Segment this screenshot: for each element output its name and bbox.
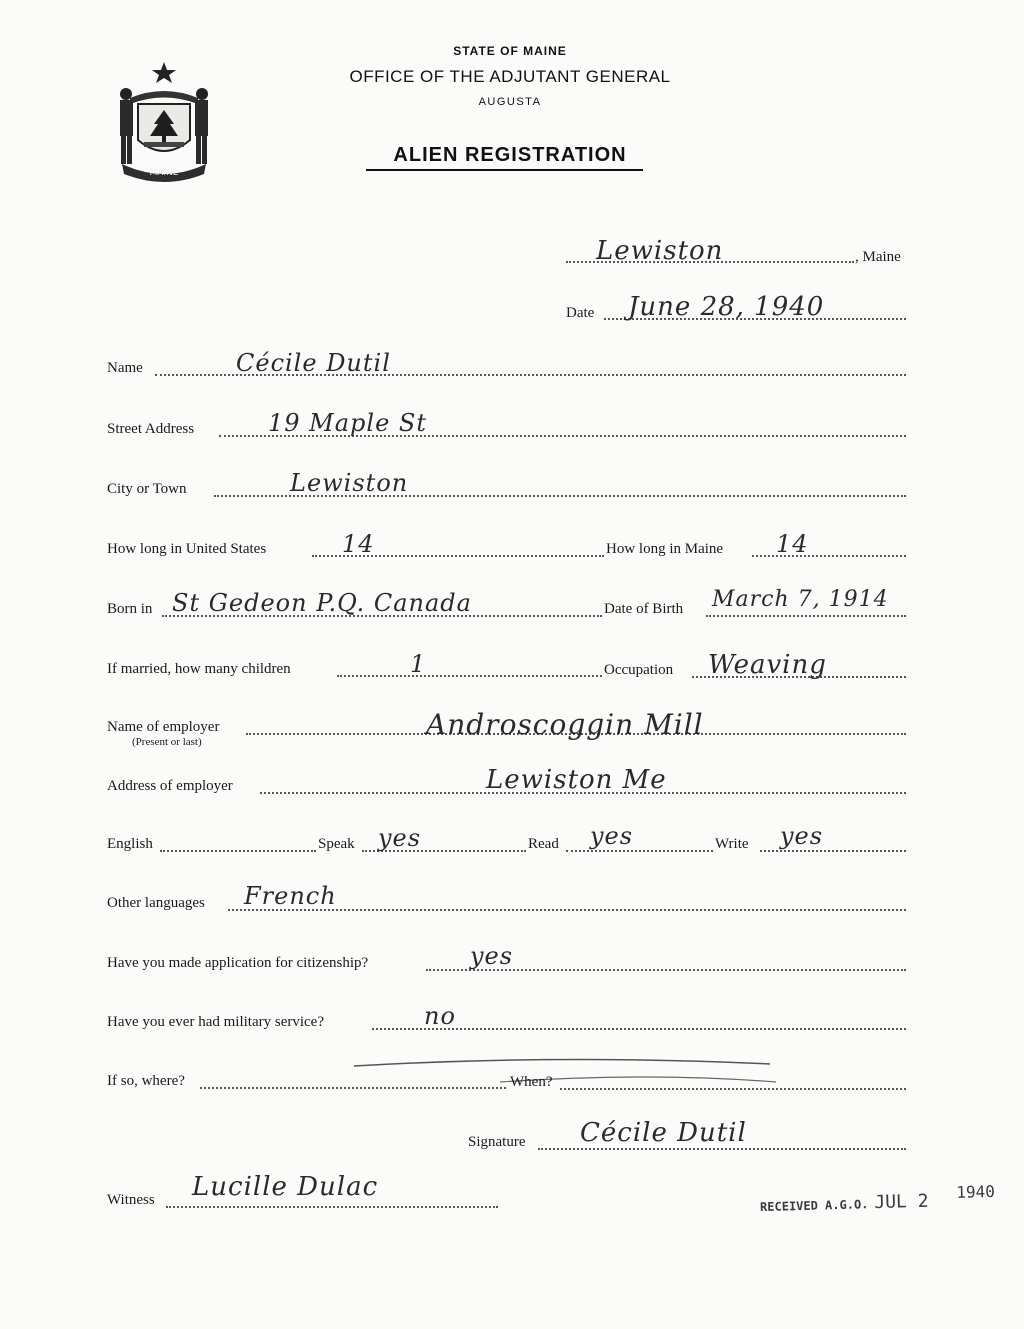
employer-label: Name of employer xyxy=(107,719,220,735)
employer-value: Androscoggin Mill xyxy=(426,708,704,741)
dob-label: Date of Birth xyxy=(604,601,684,617)
other-languages-label: Other languages xyxy=(107,895,205,911)
strike-through-mark xyxy=(350,1058,780,1088)
city-label: City or Town xyxy=(107,481,187,497)
children-line xyxy=(337,675,602,677)
city-value: Lewiston xyxy=(290,469,409,497)
date-label: Date xyxy=(566,305,595,321)
employer-sublabel: (Present or last) xyxy=(132,736,202,748)
years-maine-value: 14 xyxy=(776,530,809,558)
citizenship-label: Have you made application for citizenship? xyxy=(107,955,369,971)
read-value: yes xyxy=(590,822,634,850)
signature-line xyxy=(538,1148,906,1150)
citizenship-value: yes xyxy=(470,942,514,970)
born-value: St Gedeon P.Q. Canada xyxy=(172,589,472,617)
children-label: If married, how many children xyxy=(107,661,291,677)
military-label: Have you ever had military service? xyxy=(107,1014,324,1030)
form-title: ALIEN REGISTRATION xyxy=(393,144,627,166)
name-label: Name xyxy=(107,360,143,376)
read-line xyxy=(566,850,713,852)
where-line xyxy=(200,1087,506,1089)
years-maine-label: How long in Maine xyxy=(606,541,724,557)
when-label: When? xyxy=(510,1074,553,1090)
read-label: Read xyxy=(528,836,559,852)
signature-label: Signature xyxy=(468,1134,526,1150)
city-heading: AUGUSTA xyxy=(478,96,542,108)
signature-value: Cécile Dutil xyxy=(580,1118,747,1148)
occupation-label: Occupation xyxy=(604,662,674,678)
name-value: Cécile Dutil xyxy=(236,349,391,377)
employer-address-label: Address of employer xyxy=(107,778,233,794)
street-label: Street Address xyxy=(107,421,195,437)
other-languages-value: French xyxy=(244,882,337,910)
place-suffix-label: , Maine xyxy=(855,249,901,265)
write-value: yes xyxy=(780,822,824,850)
write-line xyxy=(760,850,906,852)
witness-value: Lucille Dulac xyxy=(192,1172,379,1202)
when-line xyxy=(560,1088,906,1090)
born-label: Born in xyxy=(107,601,153,617)
stamp-date-text: JUL 2 xyxy=(874,1190,929,1214)
speak-label: Speak xyxy=(318,836,355,852)
stamp-received-text: RECEIVED A.G.O. xyxy=(759,1197,869,1215)
street-value: 19 Maple St xyxy=(268,409,428,437)
english-line xyxy=(160,850,316,852)
date-value: June 28, 1940 xyxy=(628,292,825,322)
witness-line xyxy=(166,1206,498,1208)
title-underline xyxy=(366,169,643,171)
received-stamp xyxy=(759,1181,996,1216)
maine-state-seal xyxy=(108,58,220,182)
svg-text:MAINE: MAINE xyxy=(149,168,179,178)
military-value: no xyxy=(424,1002,456,1030)
english-label: English xyxy=(107,836,153,852)
write-label: Write xyxy=(715,836,749,852)
office-heading: OFFICE OF THE ADJUTANT GENERAL xyxy=(349,67,671,86)
years-us-value: 14 xyxy=(342,530,375,558)
place-value: Lewiston xyxy=(596,236,724,266)
years-us-label: How long in United States xyxy=(107,541,267,557)
children-value: 1 xyxy=(410,650,427,678)
speak-value: yes xyxy=(378,824,422,852)
stamp-year-text: 1940 xyxy=(956,1181,996,1202)
where-label: If so, where? xyxy=(107,1073,185,1089)
dob-value: March 7, 1914 xyxy=(712,587,889,612)
dob-line xyxy=(706,615,906,617)
witness-label: Witness xyxy=(107,1192,155,1208)
employer-address-value: Lewiston Me xyxy=(486,765,667,795)
state-heading: STATE OF MAINE xyxy=(453,44,567,58)
occupation-value: Weaving xyxy=(708,650,827,680)
